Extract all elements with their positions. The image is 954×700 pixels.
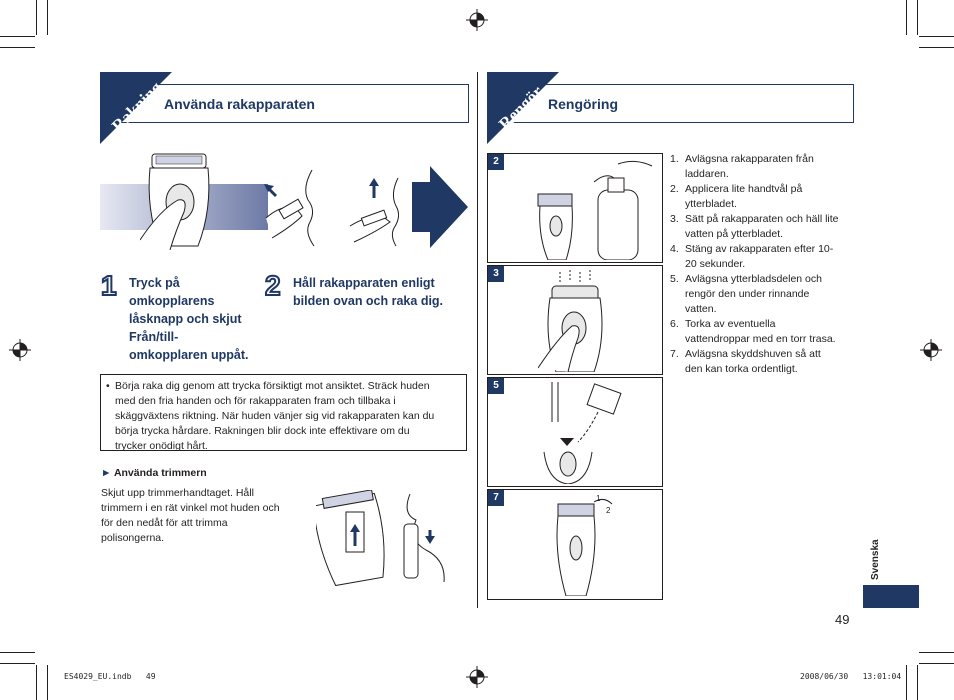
figure-3: [487, 265, 663, 375]
shaver-soap-icon: [532, 156, 658, 260]
text-line: omkopplaren uppåt.: [129, 348, 249, 362]
text-line: skäggväxtens riktning. När huden vänjer sig vid rakapparaten kan du: [115, 410, 435, 422]
footer-file: ES4029_EU.indb 49: [64, 672, 156, 681]
text-line: Stäng av rakapparaten efter 10-: [685, 243, 834, 255]
cap-removal-icon: [548, 494, 638, 596]
figure-number: 7: [488, 490, 504, 506]
language-label: Svenska: [870, 539, 881, 580]
list-item: [670, 242, 852, 272]
section-tab-label-rengor: Rengör: [495, 81, 547, 134]
text-line: ytterbladet.: [685, 198, 737, 210]
step-number: 2: [265, 270, 281, 301]
figure-number: 2: [488, 154, 504, 170]
text-line: laddaren.: [685, 168, 729, 180]
registration-mark-bottom: [466, 666, 488, 688]
step-number: 1: [101, 270, 117, 301]
shaver-water-icon: [538, 268, 618, 372]
text-line: Avlägsna rakapparaten från: [685, 153, 814, 165]
registration-mark-right: [920, 339, 942, 361]
figure-number: 3: [488, 266, 504, 282]
item-number: 2.: [670, 183, 679, 195]
list-item: [670, 152, 852, 182]
text-line: Sätt på rakapparaten och häll lite: [685, 213, 839, 225]
text-line: vatten på ytterbladet.: [685, 228, 784, 240]
shaver-hand-icon: [140, 150, 220, 250]
text-line: Från/till-: [129, 330, 179, 344]
text-line: Applicera lite handtvål på: [685, 183, 803, 195]
column-divider: [477, 72, 478, 608]
item-number: 4.: [670, 243, 679, 255]
list-item: [670, 347, 852, 377]
text-line: trimmern i en rät vinkel mot huden och: [101, 502, 280, 514]
cleaning-steps-list: [670, 152, 852, 377]
text-line: 20 sekunder.: [685, 258, 746, 270]
figure-7: [487, 489, 663, 600]
text-line: den kan torka ordentligt.: [685, 363, 798, 375]
text-line: Avlägsna ytterbladsdelen och: [685, 273, 822, 285]
step-text: [293, 274, 468, 310]
text-line: för den nedåt för att trimma: [101, 517, 228, 529]
list-item: [670, 212, 852, 242]
text-line: bilden ovan och raka dig.: [293, 294, 444, 308]
list-item: [670, 317, 852, 347]
step-text: [129, 274, 269, 364]
figure-2: [487, 153, 663, 263]
figure-5: [487, 377, 663, 487]
section-title: Rengöring: [548, 96, 618, 112]
fig7-label-1: 1: [596, 494, 601, 503]
item-number: 3.: [670, 213, 679, 225]
language-tab-bar: [863, 585, 919, 608]
registration-mark-left: [9, 339, 31, 361]
page-number: 49: [835, 612, 850, 627]
arrow-right-icon: [412, 166, 468, 248]
trimmer-illustration: [316, 490, 466, 586]
trimmer-text: [101, 486, 301, 546]
trimmer-heading: [101, 467, 207, 479]
section-tab-label-rakning: Rakning: [108, 77, 166, 136]
item-number: 6.: [670, 318, 679, 330]
text-line: vattendroppar med en torr trasa.: [685, 333, 836, 345]
text-line: trycker onödigt hårt.: [115, 440, 208, 452]
text-line: Tryck på: [129, 276, 180, 290]
text-line: Torka av eventuella: [685, 318, 776, 330]
text-line: låsknapp och skjut: [129, 312, 242, 326]
fig7-label-2: 2: [606, 506, 611, 515]
section-title: Använda rakapparaten: [164, 96, 315, 112]
list-item: [670, 272, 852, 317]
text-line: vatten.: [685, 303, 717, 315]
registration-mark-top: [466, 9, 488, 31]
bullet: •: [106, 380, 110, 392]
trimmer-heading-text: Använda trimmern: [113, 467, 207, 479]
list-item: [670, 182, 852, 212]
item-number: 1.: [670, 153, 679, 165]
text-line: börja trycka hårdare. Rakningen blir dock inte effektivare om du: [115, 425, 410, 437]
text-line: Avlägsna skyddshuven så att: [685, 348, 821, 360]
shaving-illustration: [100, 150, 468, 250]
text-line: rengör den under rinnande: [685, 288, 810, 300]
note-text: [115, 379, 460, 454]
face-shaving-icon-2: [346, 176, 408, 248]
face-shaving-icon-1: [262, 168, 330, 248]
text-line: med den fria handen och för rakapparaten fram och tillbaka i: [115, 395, 396, 407]
triangle-bullet-icon: ►: [101, 467, 112, 479]
text-line: Börja raka dig genom att trycka försiktigt mot ansiktet. Sträck huden: [115, 380, 430, 392]
figure-number: 5: [488, 378, 504, 394]
rinse-blade-icon: [538, 382, 648, 484]
item-number: 5.: [670, 273, 679, 285]
text-line: polisongerna.: [101, 532, 165, 544]
note-box: [100, 374, 467, 451]
text-line: Håll rakapparaten enligt: [293, 276, 435, 290]
text-line: omkopplarens: [129, 294, 215, 308]
item-number: 7.: [670, 348, 679, 360]
footer-date: 2008/06/30 13:01:04: [800, 672, 902, 681]
text-line: Skjut upp trimmerhandtaget. Håll: [101, 487, 254, 499]
